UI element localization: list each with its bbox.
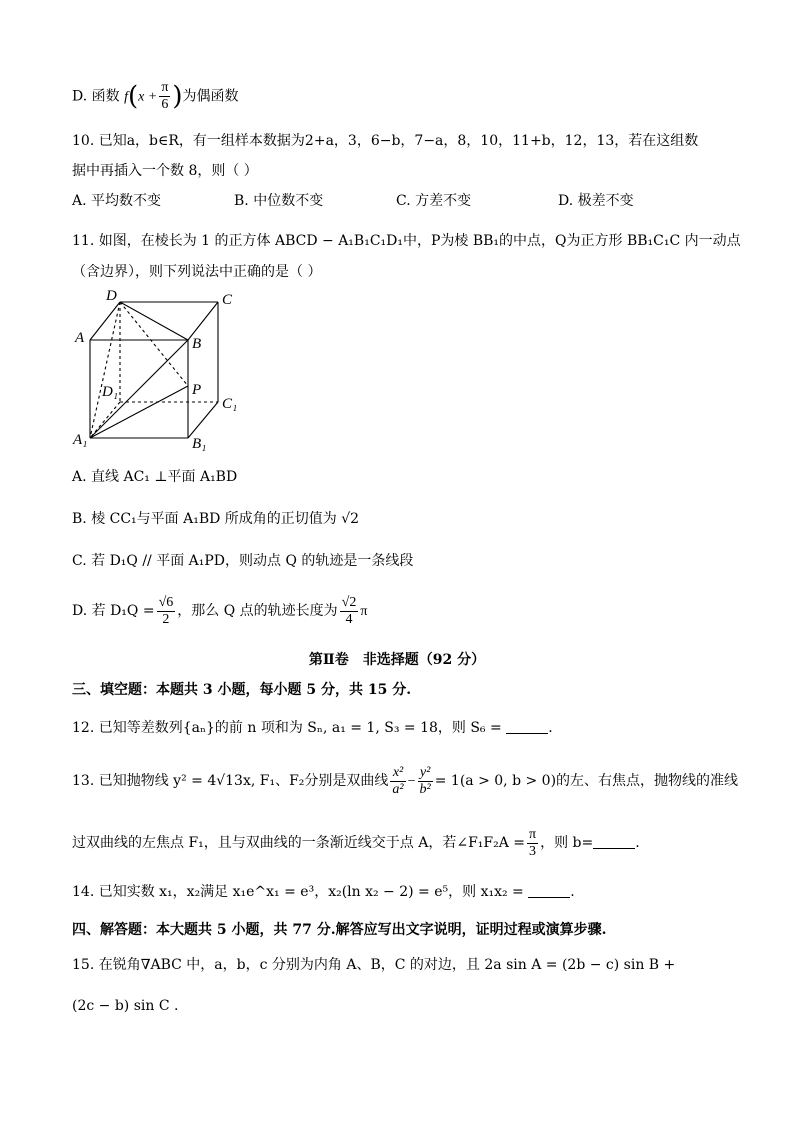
q11-option-d <box>72 594 367 629</box>
q13-line2 <box>72 826 640 860</box>
q11-option-b: B. 棱 CC₁与平面 A₁BD 所成角的正切值为 √2 <box>72 511 360 527</box>
label-a: A <box>75 330 85 346</box>
q13-line1-b: = 1(a > 0, b > 0)的左、右焦点，抛物线的准线 <box>434 773 739 789</box>
q11-option-a: A. 直线 AC₁ ⊥平面 A₁BD <box>72 469 238 485</box>
q13-angle-num: π <box>529 826 537 842</box>
q11-d-num1: √6 <box>158 594 174 610</box>
q11-d-mid: ，那么 Q 点的轨迹长度为 <box>177 603 338 619</box>
q13-blank <box>593 834 635 849</box>
q12-text: 12. 已知等差数列{aₙ}的前 n 项和为 Sₙ, a₁ = 1, S₃ = 18，则 S₆ = <box>72 720 507 736</box>
q13-line2-a: 过双曲线的左焦点 F₁，且与双曲线的一条渐近线交于点 A，若∠F₁F₂A = <box>72 835 526 851</box>
q10-option-a: A. 平均数不变 <box>72 193 162 209</box>
edge-c1b1 <box>188 402 218 438</box>
part4-heading: 四、解答题：本大题共 5 小题，共 77 分.解答应写出文字说明，证明过程或演算步骤. <box>72 922 607 938</box>
q13-end: . <box>635 835 640 851</box>
q12-blank <box>506 719 548 734</box>
q11-d-den2: 4 <box>345 611 353 627</box>
q13-num1: x² <box>390 765 405 782</box>
q9-option-d: D. 函数 f(x + $\frac{\pi}{6}$ )为偶函数 <box>72 80 239 112</box>
label-d: D <box>106 290 117 304</box>
q15-line2: (2c − b) sin C . <box>72 998 179 1014</box>
q13-den1: a² <box>392 781 404 797</box>
q14: 14. 已知实数 x₁，x₂满足 x₁e^x₁ = e³，x₂(ln x₂ − 2) = e⁵，则 x₁x₂ = . <box>72 884 575 900</box>
label-a1: A₁ <box>73 432 88 448</box>
q11-d-prefix: D. 若 D₁Q = <box>72 603 155 619</box>
q9-d-func: f <box>124 89 128 105</box>
q13-angle-frac <box>527 827 538 860</box>
q13-line1-a: 13. 已知抛物线 y² = 4√13x, F₁、F₂分别是双曲线 <box>72 773 389 789</box>
q9-d-den: 6 <box>161 97 169 112</box>
q11-option-c: C. 若 D₁Q // 平面 A₁PD，则动点 Q 的轨迹是一条线段 <box>72 553 414 569</box>
label-b1: B₁ <box>192 436 207 452</box>
cube-figure <box>70 290 250 452</box>
label-c: C <box>222 292 233 308</box>
q13-num2: y² <box>418 765 433 782</box>
label-d1: D₁ <box>102 384 119 400</box>
q11-line1: 11. 如图，在棱长为 1 的正方体 ABCD − A₁B₁C₁D₁中，P为棱 BB₁的中点，Q为正方形 BB₁C₁C 内一动点 <box>72 233 741 249</box>
q12: 12. 已知等差数列{aₙ}的前 n 项和为 Sₙ, a₁ = 1, S₃ = 18，则 S₆ = . <box>72 720 553 736</box>
q13-line1: 13. 已知抛物线 y² = 4√13x, F₁、F₂分别是双曲线 $\frac{\text{x²}}{\text{a²}}$ − $\frac{\text{y²}}{\text{b²}}$ = 1(a > 0, b > 0)的左、右焦点，抛物线的准线 <box>72 764 739 797</box>
label-b: B <box>192 336 202 352</box>
q15-line1: 15. 在锐角∇ABC 中，a，b，c 分别为内角 A、B，C 的对边，且 2a sin A = (2b − c) sin B + <box>72 957 676 973</box>
edge-db <box>120 302 188 340</box>
q10-option-d: D. 极差不变 <box>558 193 634 209</box>
q14-blank <box>528 883 570 898</box>
q10-option-c: C. 方差不变 <box>396 193 472 209</box>
q9-d-prefix: D. 函数 <box>72 88 120 105</box>
section2-title: 第Ⅱ卷 非选择题（92 分） <box>308 652 486 668</box>
q11-d-frac2 <box>340 595 359 628</box>
edge-da1 <box>90 302 120 438</box>
part3-heading: 三、填空题：本题共 3 小题，每小题 5 分，共 15 分. <box>72 682 412 698</box>
q11-d-num2: √2 <box>341 594 357 610</box>
q9-d-suffix: 为偶函数 <box>182 88 239 105</box>
q13-line2-b: ，则 b= <box>540 835 594 851</box>
q10-line1: 10. 已知a，b∈R，有一组样本数据为2+a，3，6−b，7−a，8，10，11+b，12，13，若在这组数 <box>72 133 699 149</box>
q9-d-num: π <box>161 80 169 95</box>
q11-line2: （含边界），则下列说法中正确的是（ ） <box>72 264 322 280</box>
q9-d-arg: x + <box>138 89 158 105</box>
q13-frac2 <box>418 765 433 798</box>
label-c1: C₁ <box>222 396 238 412</box>
q11-d-den1: 2 <box>162 611 170 627</box>
q13-frac1 <box>390 765 405 798</box>
q9-d-frac <box>159 80 170 113</box>
q10-line2: 据中再插入一个数 8，则（ ） <box>72 163 258 179</box>
label-p: P <box>192 382 202 398</box>
q11-d-suffix: π <box>360 604 368 619</box>
q13-den2: b² <box>419 781 431 797</box>
q13-angle-den: 3 <box>529 843 537 859</box>
edge-cb <box>188 302 218 340</box>
q10-option-b: B. 中位数不变 <box>234 193 324 209</box>
q14-text: 14. 已知实数 x₁，x₂满足 x₁e^x₁ = e³，x₂(ln x₂ − 2) = e⁵，则 x₁x₂ = <box>72 884 529 900</box>
q11-d-frac1 <box>157 595 176 628</box>
